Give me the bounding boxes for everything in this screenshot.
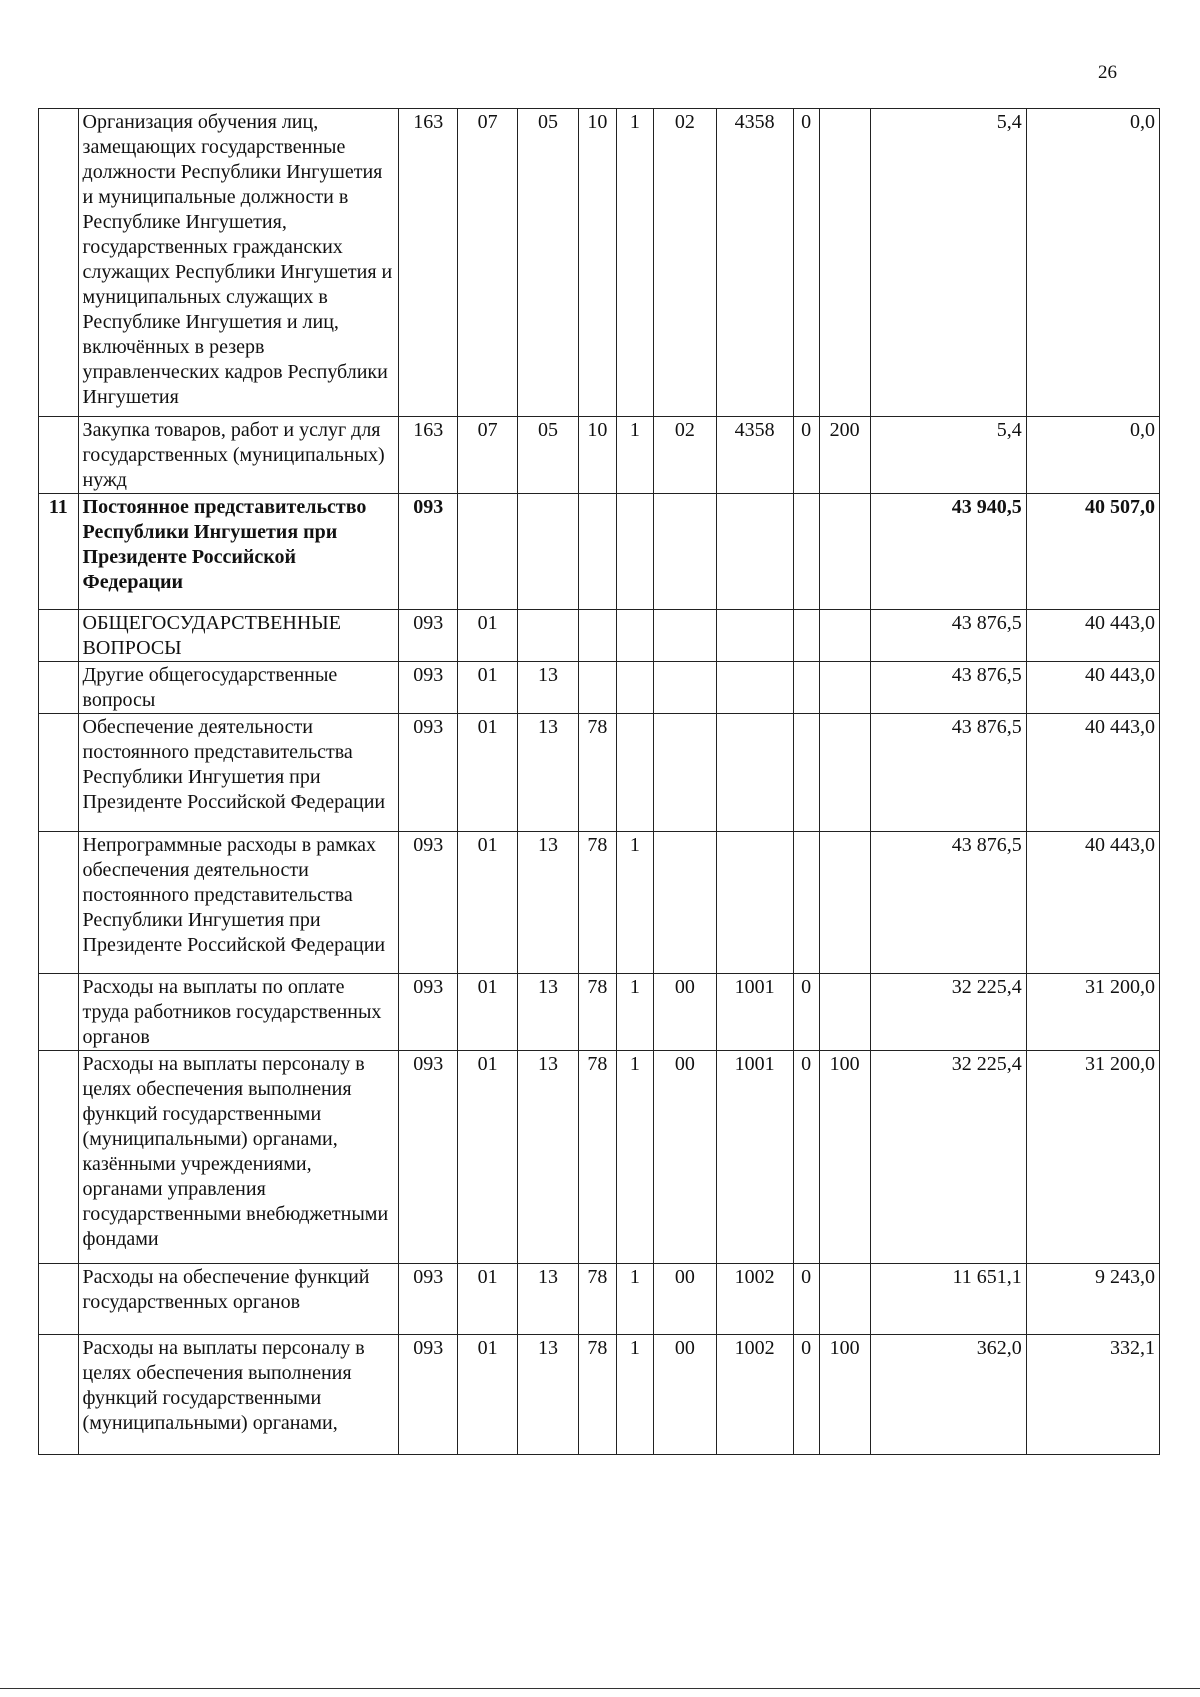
program-code <box>579 662 616 714</box>
program-code: 78 <box>579 1264 616 1335</box>
page-number: 26 <box>1098 62 1117 83</box>
expense-type-code <box>819 714 870 832</box>
row-name: Обеспечение деятельности постоянного представительства Республики Ингушетия при Президенте Российской Федерации <box>78 714 399 832</box>
row-name: Непрограммные расходы в рамках обеспечения деятельности постоянного представительства Республики Ингушетия при Президенте Российской Федерации <box>78 832 399 974</box>
subsection-code: 13 <box>517 974 578 1051</box>
direction-sub-code <box>793 494 819 610</box>
subprogram-code: 1 <box>616 832 653 974</box>
grbs-code: 093 <box>399 714 458 832</box>
subsection-code: 13 <box>517 832 578 974</box>
event-code <box>654 662 716 714</box>
row-number <box>39 714 79 832</box>
subsection-code: 13 <box>517 662 578 714</box>
amount-year-2: 0,0 <box>1026 417 1159 494</box>
grbs-code: 093 <box>399 1335 458 1455</box>
amount-year-1: 5,4 <box>870 417 1026 494</box>
event-code: 00 <box>654 1335 716 1455</box>
row-number <box>39 974 79 1051</box>
subsection-code: 05 <box>517 109 578 417</box>
row-number <box>39 1335 79 1455</box>
amount-year-1: 11 651,1 <box>870 1264 1026 1335</box>
section-code: 01 <box>458 714 517 832</box>
direction-sub-code: 0 <box>793 1335 819 1455</box>
subprogram-code: 1 <box>616 974 653 1051</box>
section-code <box>458 494 517 610</box>
expense-type-code <box>819 610 870 662</box>
expense-type-code: 200 <box>819 417 870 494</box>
direction-code <box>716 714 793 832</box>
direction-sub-code <box>793 662 819 714</box>
event-code: 00 <box>654 974 716 1051</box>
expense-type-code <box>819 1264 870 1335</box>
direction-code <box>716 610 793 662</box>
direction-sub-code: 0 <box>793 1051 819 1264</box>
amount-year-1: 43 940,5 <box>870 494 1026 610</box>
expense-type-code: 100 <box>819 1051 870 1264</box>
section-code: 01 <box>458 1335 517 1455</box>
section-code: 01 <box>458 1051 517 1264</box>
program-code <box>579 494 616 610</box>
table-row <box>39 494 1160 610</box>
direction-sub-code <box>793 610 819 662</box>
program-code: 78 <box>579 1335 616 1455</box>
row-number <box>39 109 79 417</box>
section-code: 07 <box>458 417 517 494</box>
budget-table <box>38 108 1160 1455</box>
amount-year-1: 362,0 <box>870 1335 1026 1455</box>
row-name: Расходы на выплаты персоналу в целях обеспечения выполнения функций государственными (муниципальными) органами, <box>78 1335 399 1455</box>
row-name: Закупка товаров, работ и услуг для государственных (муниципальных) нужд <box>78 417 399 494</box>
subprogram-code <box>616 662 653 714</box>
footer-rule <box>0 1688 1200 1689</box>
direction-sub-code <box>793 714 819 832</box>
amount-year-2: 40 443,0 <box>1026 832 1159 974</box>
amount-year-2: 40 443,0 <box>1026 662 1159 714</box>
amount-year-1: 5,4 <box>870 109 1026 417</box>
amount-year-1: 43 876,5 <box>870 610 1026 662</box>
direction-code <box>716 832 793 974</box>
grbs-code: 093 <box>399 494 458 610</box>
row-name: Расходы на выплаты персоналу в целях обеспечения выполнения функций государственными (муниципальными) органами, казёнными учреждениями, органами управления государственными внебюджетными фондами <box>78 1051 399 1264</box>
event-code <box>654 714 716 832</box>
section-code: 01 <box>458 1264 517 1335</box>
row-number <box>39 662 79 714</box>
direction-code: 1002 <box>716 1264 793 1335</box>
subprogram-code <box>616 610 653 662</box>
direction-sub-code: 0 <box>793 109 819 417</box>
subprogram-code <box>616 714 653 832</box>
direction-sub-code: 0 <box>793 1264 819 1335</box>
direction-sub-code: 0 <box>793 417 819 494</box>
expense-type-code <box>819 662 870 714</box>
row-name: Организация обучения лиц, замещающих государственные должности Республики Ингушетия и муниципальные должности в Республике Ингушетия, государственных гражданских служащих Республики Ингушетия и муниципальных служащих в Республике Ингушетия и лиц, включённых в резерв управленческих кадров Республики Ингушетия <box>78 109 399 417</box>
direction-code: 1001 <box>716 1051 793 1264</box>
amount-year-2: 31 200,0 <box>1026 974 1159 1051</box>
grbs-code: 093 <box>399 610 458 662</box>
grbs-code: 093 <box>399 1051 458 1264</box>
subsection-code: 05 <box>517 417 578 494</box>
amount-year-1: 43 876,5 <box>870 662 1026 714</box>
row-name: ОБЩЕГОСУДАРСТВЕННЫЕ ВОПРОСЫ <box>78 610 399 662</box>
amount-year-1: 32 225,4 <box>870 1051 1026 1264</box>
program-code: 78 <box>579 974 616 1051</box>
grbs-code: 163 <box>399 417 458 494</box>
section-code: 01 <box>458 832 517 974</box>
event-code: 02 <box>654 109 716 417</box>
direction-code <box>716 494 793 610</box>
grbs-code: 093 <box>399 974 458 1051</box>
expense-type-code <box>819 494 870 610</box>
row-number <box>39 1264 79 1335</box>
table-row <box>39 974 1160 1051</box>
expense-type-code <box>819 109 870 417</box>
section-code: 01 <box>458 610 517 662</box>
table-row <box>39 832 1160 974</box>
direction-sub-code: 0 <box>793 974 819 1051</box>
expense-type-code <box>819 832 870 974</box>
subprogram-code: 1 <box>616 1264 653 1335</box>
direction-code: 1002 <box>716 1335 793 1455</box>
row-name: Расходы на обеспечение функций государственных органов <box>78 1264 399 1335</box>
direction-code: 4358 <box>716 417 793 494</box>
row-number: 11 <box>39 494 79 610</box>
subsection-code <box>517 494 578 610</box>
amount-year-2: 40 443,0 <box>1026 610 1159 662</box>
program-code <box>579 610 616 662</box>
table-row <box>39 610 1160 662</box>
grbs-code: 163 <box>399 109 458 417</box>
subsection-code: 13 <box>517 714 578 832</box>
table-row <box>39 1335 1160 1455</box>
amount-year-2: 0,0 <box>1026 109 1159 417</box>
event-code: 00 <box>654 1051 716 1264</box>
amount-year-2: 332,1 <box>1026 1335 1159 1455</box>
program-code: 78 <box>579 714 616 832</box>
amount-year-2: 40 507,0 <box>1026 494 1159 610</box>
section-code: 01 <box>458 974 517 1051</box>
row-name: Постоянное представительство Республики Ингушетия при Президенте Российской Федерации <box>78 494 399 610</box>
program-code: 78 <box>579 1051 616 1264</box>
program-code: 10 <box>579 109 616 417</box>
direction-code: 1001 <box>716 974 793 1051</box>
table-row <box>39 714 1160 832</box>
expense-type-code <box>819 974 870 1051</box>
subsection-code: 13 <box>517 1264 578 1335</box>
section-code: 01 <box>458 662 517 714</box>
row-number <box>39 610 79 662</box>
amount-year-2: 31 200,0 <box>1026 1051 1159 1264</box>
subsection-code: 13 <box>517 1335 578 1455</box>
subprogram-code: 1 <box>616 109 653 417</box>
program-code: 10 <box>579 417 616 494</box>
table-row <box>39 1264 1160 1335</box>
subsection-code: 13 <box>517 1051 578 1264</box>
section-code: 07 <box>458 109 517 417</box>
direction-code: 4358 <box>716 109 793 417</box>
direction-code <box>716 662 793 714</box>
event-code <box>654 610 716 662</box>
grbs-code: 093 <box>399 662 458 714</box>
table-row <box>39 417 1160 494</box>
table-row <box>39 109 1160 417</box>
grbs-code: 093 <box>399 832 458 974</box>
row-number <box>39 417 79 494</box>
subprogram-code: 1 <box>616 1051 653 1264</box>
direction-sub-code <box>793 832 819 974</box>
amount-year-2: 40 443,0 <box>1026 714 1159 832</box>
subprogram-code <box>616 494 653 610</box>
row-number <box>39 832 79 974</box>
subprogram-code: 1 <box>616 417 653 494</box>
event-code <box>654 832 716 974</box>
table-row <box>39 1051 1160 1264</box>
amount-year-1: 43 876,5 <box>870 714 1026 832</box>
row-number <box>39 1051 79 1264</box>
event-code <box>654 494 716 610</box>
amount-year-2: 9 243,0 <box>1026 1264 1159 1335</box>
event-code: 02 <box>654 417 716 494</box>
table-row <box>39 662 1160 714</box>
row-name: Расходы на выплаты по оплате труда работников государственных органов <box>78 974 399 1051</box>
event-code: 00 <box>654 1264 716 1335</box>
grbs-code: 093 <box>399 1264 458 1335</box>
expense-type-code: 100 <box>819 1335 870 1455</box>
amount-year-1: 43 876,5 <box>870 832 1026 974</box>
row-name: Другие общегосударственные вопросы <box>78 662 399 714</box>
subsection-code <box>517 610 578 662</box>
program-code: 78 <box>579 832 616 974</box>
amount-year-1: 32 225,4 <box>870 974 1026 1051</box>
subprogram-code: 1 <box>616 1335 653 1455</box>
